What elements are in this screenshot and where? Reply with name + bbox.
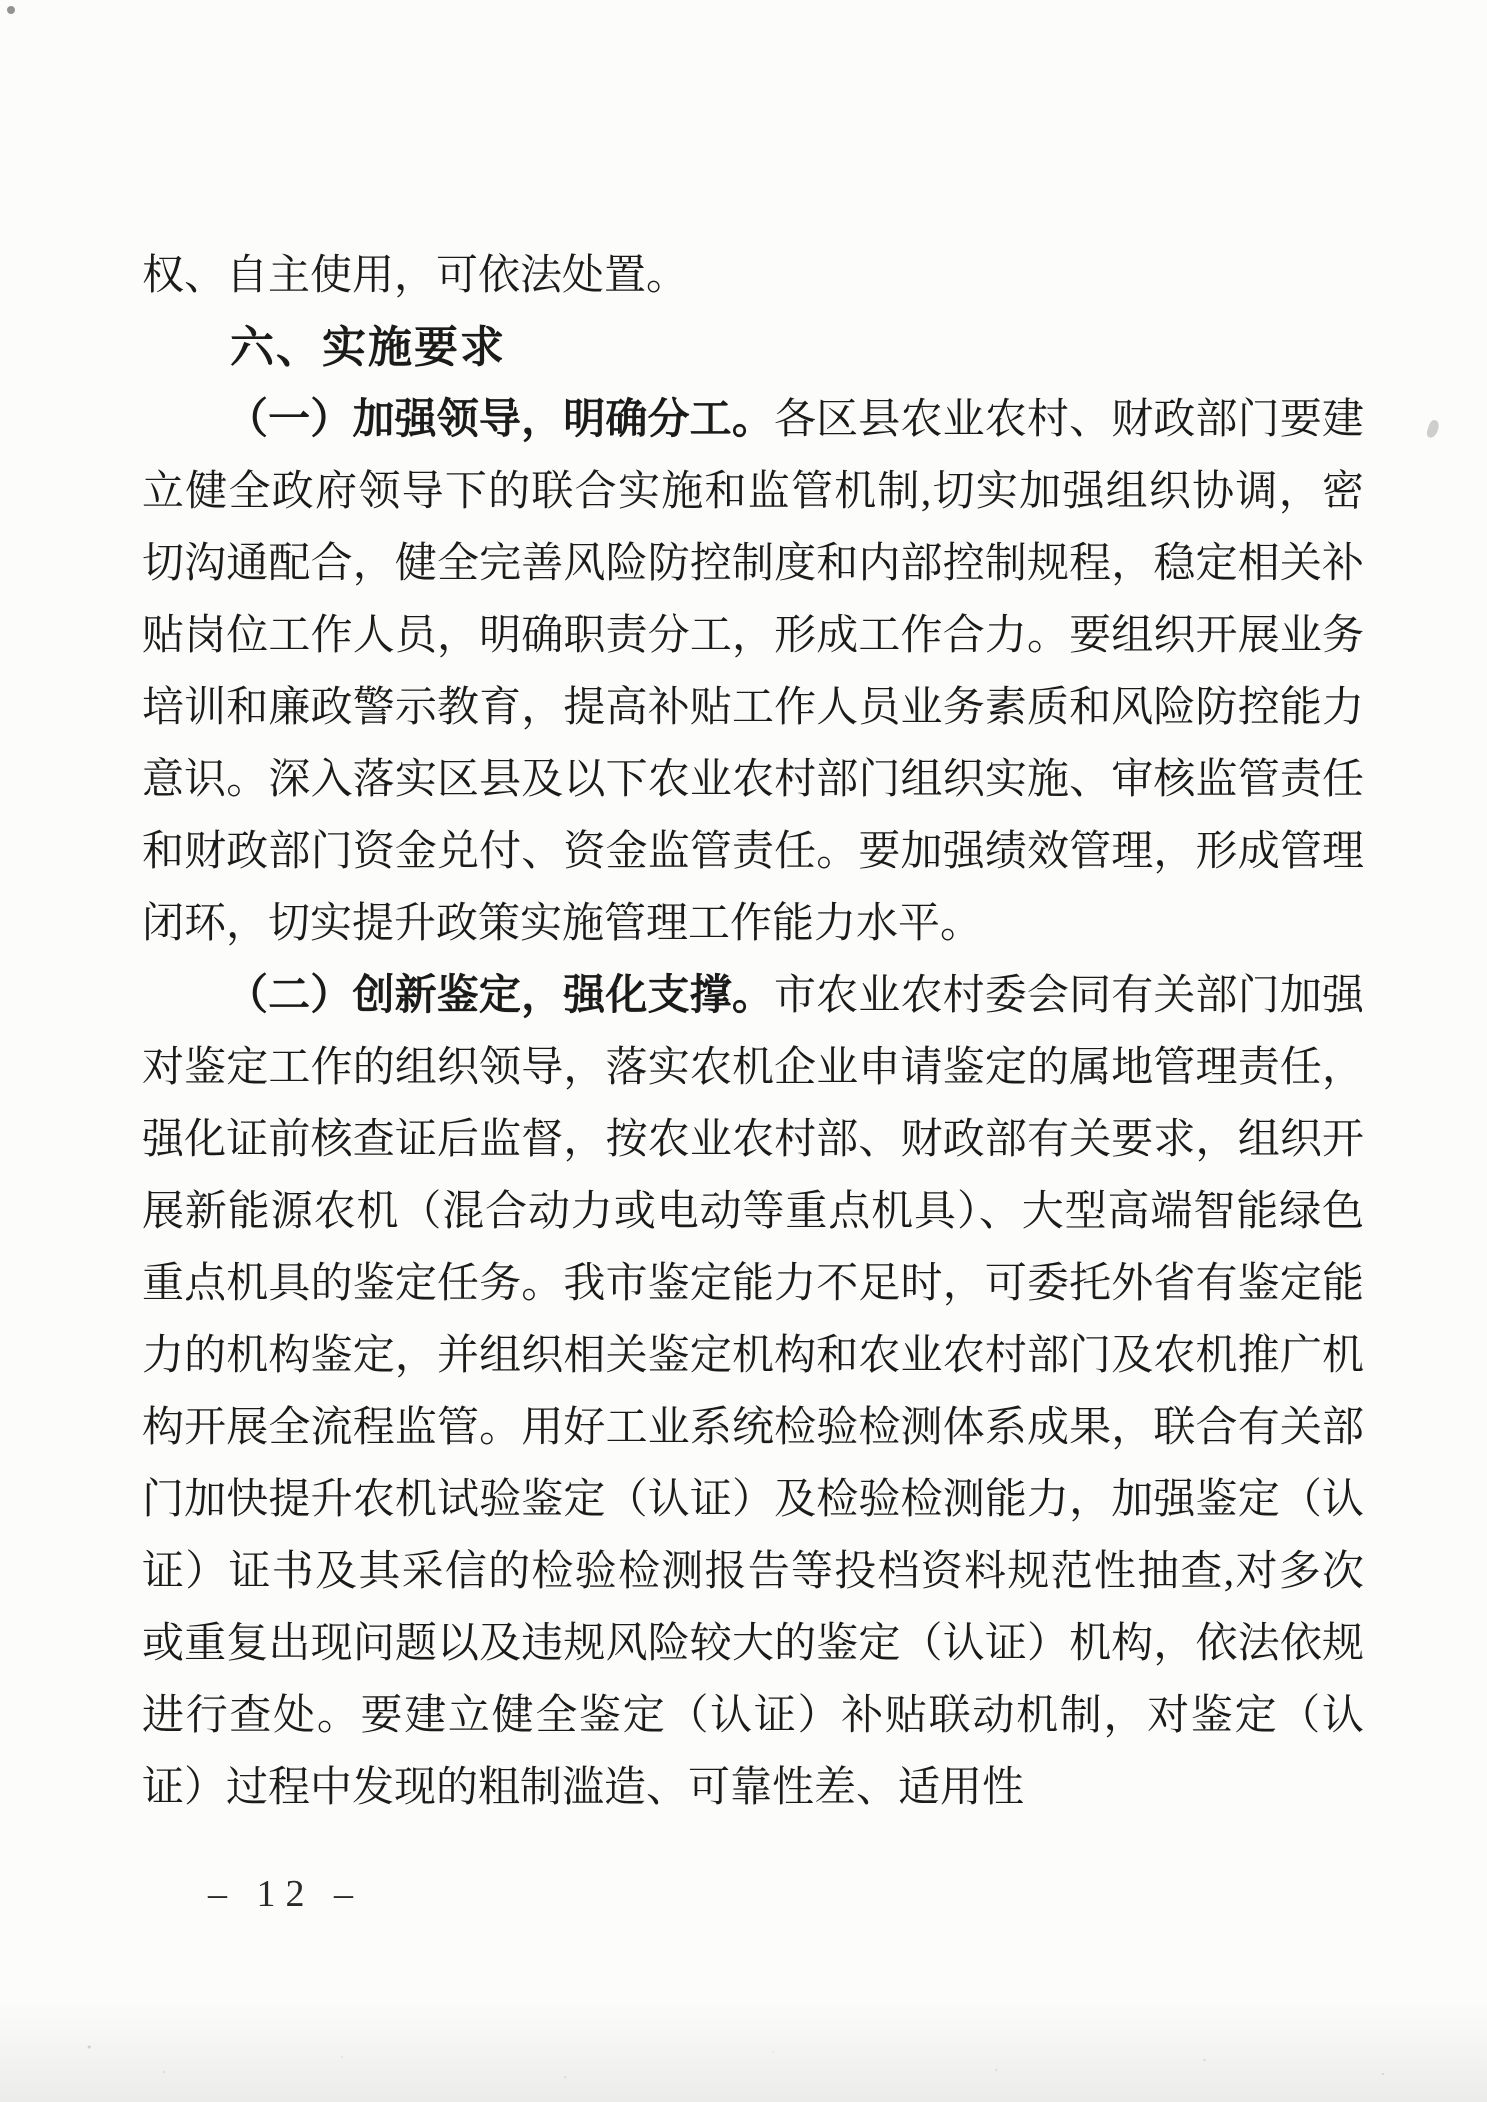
paragraph-2 <box>142 960 1364 1824</box>
page-number: – 12 – <box>208 1873 363 1915</box>
paragraph-1 <box>142 384 1364 960</box>
paragraph-2-lead: （二）创新鉴定，强化支撑。 <box>226 973 774 1019</box>
paragraph-text: 权、自主使用，可依法处置。 <box>142 253 689 299</box>
section-heading <box>142 312 1364 384</box>
document-body <box>142 240 1364 1824</box>
paragraph-continuation <box>142 240 1364 312</box>
scan-speck-artifact <box>7 6 15 14</box>
paragraph-1-lead: （一）加强领导，明确分工。 <box>226 397 774 443</box>
paragraph-1-text: 各区县农业农村、财政部门要建立健全政府领导下的联合实施和监管机制,切实加强组织协调，密切沟通配合，健全完善风险防控制度和内部控制规程，稳定相关补贴岗位工作人员，明确职责分工，形成工作合力。要组织开展业务培训和廉政警示教育，提高补贴工作人员业务素质和风险防控能力意识。深入落实区县及以下农业农村部门组织实施、审核监管责任和财政部门资金兑付、资金监管责任。要加强绩效管理，形成管理闭环，切实提升政策实施管理工作能力水平。 <box>142 397 1364 947</box>
section-heading-text: 六、实施要求 <box>230 323 506 372</box>
paragraph-2-text: 市农业农村委会同有关部门加强对鉴定工作的组织领导，落实农机企业申请鉴定的属地管理责任，强化证前核查证后监督，按农业农村部、财政部有关要求，组织开展新能源农机（混合动力或电动等重点机具）、大型高端智能绿色重点机具的鉴定任务。我市鉴定能力不足时，可委托外省有鉴定能力的机构鉴定，并组织相关鉴定机构和农业农村部门及农机推广机构开展全流程监管。用好工业系统检验检测体系成果，联合有关部门加快提升农机试验鉴定（认证）及检验检测能力，加强鉴定（认证）证书及其采信的检验检测报告等投档资料规范性抽查,对多次或重复出现问题以及违规风险较大的鉴定（认证）机构，依法依规进行查处。要建立健全鉴定（认证）补贴联动机制，对鉴定（认证）过程中发现的粗制滥造、可靠性差、适用性 <box>142 973 1364 1811</box>
scan-noise-artifact <box>0 2002 1487 2102</box>
scan-edge-artifact <box>1425 419 1440 439</box>
